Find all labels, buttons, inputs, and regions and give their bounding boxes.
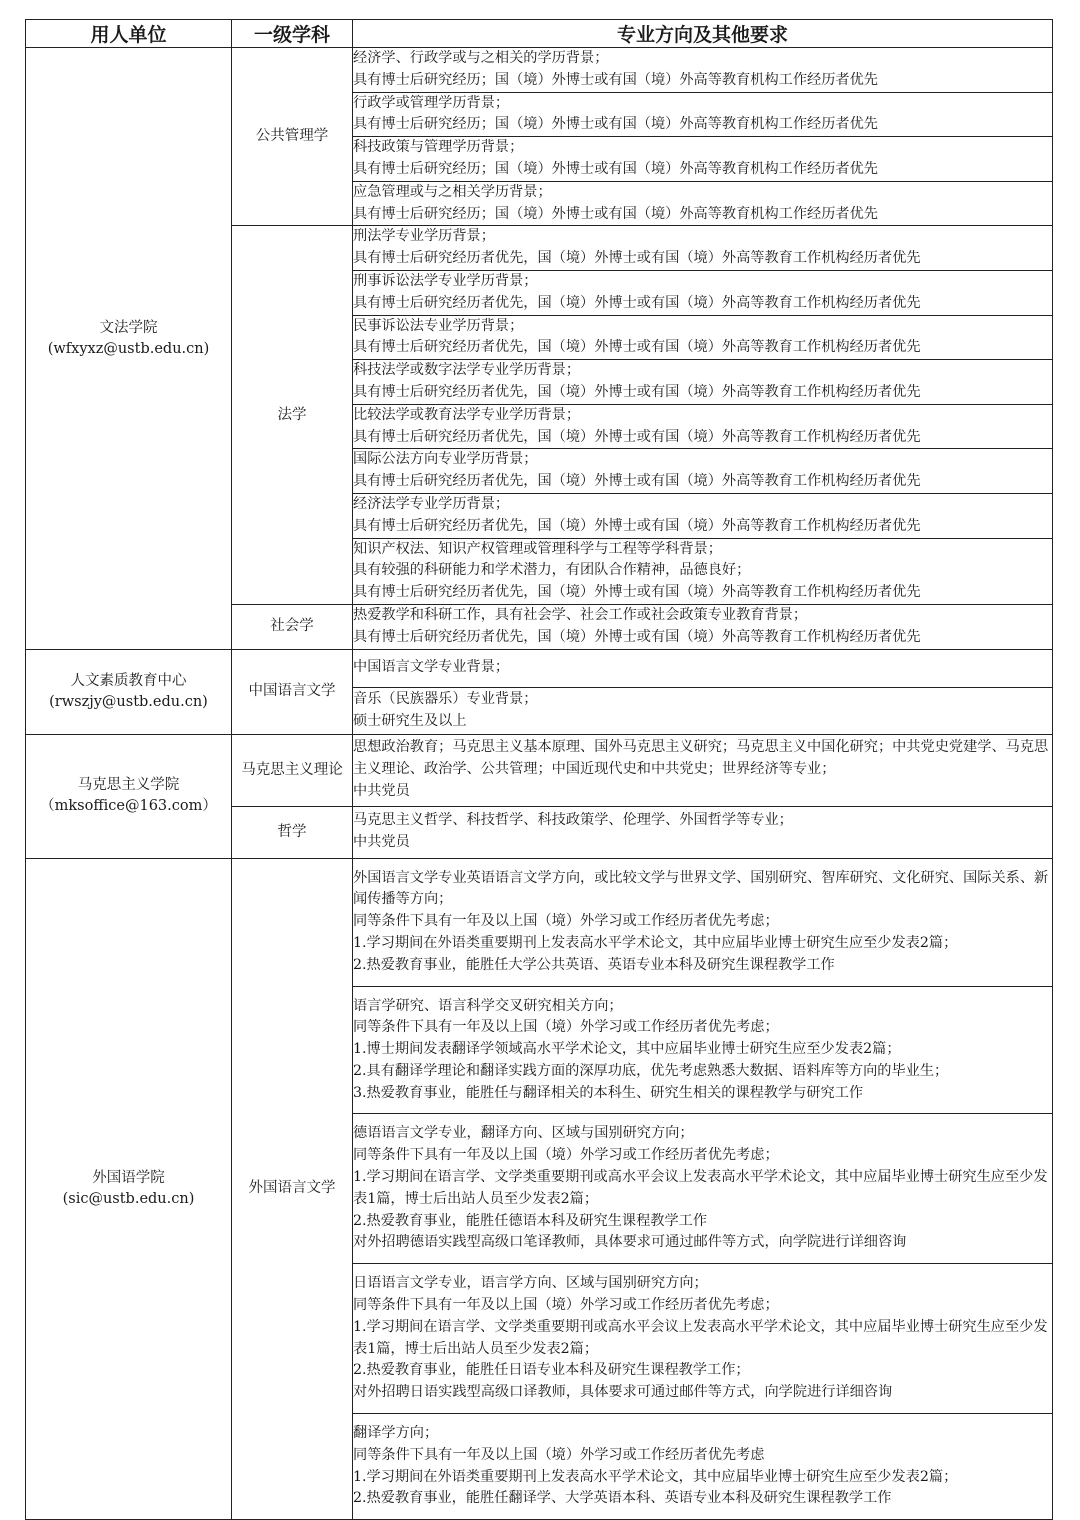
requirement-line: 具有较强的科研能力和学术潜力，有团队合作精神，品德良好； xyxy=(353,562,751,579)
requirement-line: 对外招聘德语实践型高级口笔译教师，具体要求可通过邮件等方式，向学院进行详细咨询 xyxy=(353,1234,907,1251)
subject-cell: 中国语言文学 xyxy=(232,649,353,734)
requirement-line: 1.学习期间在语言学、文学类重要期刊或高水平会议上发表高水平学术论文，其中应届毕业博士研究生应至少发表1篇，博士后出站人员至少发表2篇； xyxy=(353,1169,1048,1207)
requirement-line: 2.热爱教育事业，能胜任日语专业本科及研究生课程教学工作； xyxy=(353,1362,750,1379)
requirement-line: 具有博士后研究经历者优先，国（境）外博士或有国（境）外高等教育工作机构经历者优先 xyxy=(353,473,921,490)
requirement-line: 同等条件下具有一年及以上国（境）外学习或工作经历者优先考虑； xyxy=(353,913,779,930)
requirement-line: 2.热爱教育事业，能胜任大学公共英语、英语专业本科及研究生课程教学工作 xyxy=(353,956,835,973)
requirement-line: 具有博士后研究经历；国（境）外博士或有国（境）外高等教育机构工作经历者优先 xyxy=(353,160,878,177)
requirement-line: 经济法学专业学历背景； xyxy=(353,495,510,512)
table-body xyxy=(26,48,1053,1520)
requirement-line: 中共党员 xyxy=(353,834,410,851)
subject-cell: 哲学 xyxy=(232,806,353,858)
requirements-cell xyxy=(353,92,1053,137)
subject-cell: 外国语言文学 xyxy=(232,858,353,1520)
requirement-line: 对外招聘日语实践型高级口译教师，具体要求可通过邮件等方式，向学院进行详细咨询 xyxy=(353,1384,893,1401)
requirements-cell xyxy=(353,48,1053,93)
requirements-cell xyxy=(353,181,1053,226)
requirement-line: 具有博士后研究经历；国（境）外博士或有国（境）外高等教育机构工作经历者优先 xyxy=(353,71,878,88)
recruitment-table xyxy=(25,19,1053,1520)
requirements-cell xyxy=(353,449,1053,494)
requirements-cell xyxy=(353,687,1053,734)
requirement-line: 音乐（民族器乐）专业背景； xyxy=(353,690,538,707)
requirement-line: 日语语言文学专业，语言学方向、区域与国别研究方向； xyxy=(353,1275,708,1292)
table-row xyxy=(26,649,1053,687)
requirement-line: 具有博士后研究经历者优先，国（境）外博士或有国（境）外高等教育工作机构经历者优先 xyxy=(353,584,921,601)
requirement-line: 1.学习期间在外语类重要期刊上发表高水平学术论文，其中应届毕业博士研究生应至少发表2篇； xyxy=(353,1468,958,1485)
requirements-cell xyxy=(353,858,1053,986)
requirements-cell xyxy=(353,538,1053,604)
requirement-line: 中共党员 xyxy=(353,782,410,799)
unit-email: （mksoffice@163.com） xyxy=(40,798,217,815)
requirement-line: 具有博士后研究经历者优先，国（境）外博士或有国（境）外高等教育工作机构经历者优先 xyxy=(353,428,921,445)
requirement-line: 具有博士后研究经历者优先，国（境）外博士或有国（境）外高等教育工作机构经历者优先 xyxy=(353,339,921,356)
requirement-line: 翻译学方向； xyxy=(353,1425,439,1442)
unit-email: (sic@ustb.edu.cn) xyxy=(62,1190,195,1207)
requirement-line: 具有博士后研究经历；国（境）外博士或有国（境）外高等教育机构工作经历者优先 xyxy=(353,116,878,133)
requirement-line: 中国语言文学专业背景； xyxy=(353,659,510,676)
header-requirements: 专业方向及其他要求 xyxy=(353,20,1053,48)
requirements-cell xyxy=(353,604,1053,649)
requirement-line: 2.具有翻译学理论和翻译实践方面的深厚功底，优先考虑熟悉大数据、语料库等方向的毕业生； xyxy=(353,1062,949,1079)
requirement-line: 2.热爱教育事业，能胜任德语本科及研究生课程教学工作 xyxy=(353,1212,708,1229)
table-row xyxy=(26,734,1053,806)
requirement-line: 1.博士期间发表翻译学领域高水平学术论文，其中应届毕业博士研究生应至少发表2篇； xyxy=(353,1041,901,1058)
requirements-cell xyxy=(353,137,1053,182)
requirements-cell xyxy=(353,493,1053,538)
unit-cell xyxy=(26,858,232,1520)
requirement-line: 外国语言文学专业英语语言文学方向，或比较文学与世界文学、国别研究、智库研究、文化研究、国际关系、新闻传播等方向； xyxy=(353,869,1049,908)
requirement-line: 2.热爱教育事业，能胜任翻译学、大学英语本科、英语专业本科及研究生课程教学工作 xyxy=(353,1490,892,1507)
table-row xyxy=(26,48,1053,93)
table-header-row xyxy=(26,20,1053,48)
unit-name: 人文素质教育中心 xyxy=(70,672,187,689)
requirements-cell xyxy=(353,1114,1053,1264)
table-row xyxy=(26,858,1053,986)
requirement-line: 具有博士后研究经历者优先，国（境）外博士或有国（境）外高等教育工作机构经历者优先 xyxy=(353,383,921,400)
requirements-cell xyxy=(353,270,1053,315)
requirement-line: 具有博士后研究经历者优先，国（境）外博士或有国（境）外高等教育工作机构经历者优先 xyxy=(353,294,921,311)
requirements-cell xyxy=(353,986,1053,1114)
requirements-cell xyxy=(353,226,1053,271)
requirement-line: 具有博士后研究经历；国（境）外博士或有国（境）外高等教育机构工作经历者优先 xyxy=(353,205,878,222)
requirement-line: 热爱教学和科研工作，具有社会学、社会工作或社会政策专业教育背景； xyxy=(353,606,808,623)
requirements-cell xyxy=(353,404,1053,449)
requirements-cell xyxy=(353,806,1053,858)
requirement-line: 马克思主义哲学、科技哲学、科技政策学、伦理学、外国哲学等专业； xyxy=(353,812,793,829)
requirement-line: 国际公法方向专业学历背景； xyxy=(353,451,538,468)
requirements-cell xyxy=(353,315,1053,360)
unit-cell xyxy=(26,48,232,650)
requirement-line: 应急管理或与之相关学历背景； xyxy=(353,183,552,200)
header-unit: 用人单位 xyxy=(26,20,232,48)
requirement-line: 同等条件下具有一年及以上国（境）外学习或工作经历者优先考虑； xyxy=(353,1147,779,1164)
requirement-line: 比较法学或教育法学专业学历背景； xyxy=(353,406,581,423)
unit-cell xyxy=(26,649,232,734)
requirement-line: 知识产权法、知识产权管理或管理科学与工程等学科背景； xyxy=(353,540,722,557)
requirement-line: 具有博士后研究经历者优先，国（境）外博士或有国（境）外高等教育工作机构经历者优先 xyxy=(353,628,921,645)
requirement-line: 经济学、行政学或与之相关的学历背景； xyxy=(353,50,609,66)
unit-email: (wfxyxz@ustb.edu.cn) xyxy=(47,341,210,357)
requirement-line: 民事诉讼法专业学历背景； xyxy=(353,317,524,334)
subject-cell: 马克思主义理论 xyxy=(232,734,353,806)
requirement-line: 1.学习期间在外语类重要期刊上发表高水平学术论文，其中应届毕业博士研究生应至少发表2篇； xyxy=(353,934,958,951)
unit-cell xyxy=(26,734,232,858)
requirement-line: 具有博士后研究经历者优先，国（境）外博士或有国（境）外高等教育工作机构经历者优先 xyxy=(353,250,921,267)
requirement-line: 刑事诉讼法学专业学历背景； xyxy=(353,272,538,289)
unit-name: 马克思主义学院 xyxy=(77,777,180,794)
requirements-cell xyxy=(353,360,1053,405)
unit-name: 文法学院 xyxy=(99,320,158,336)
requirement-line: 语言学研究、语言科学交叉研究相关方向； xyxy=(353,997,623,1014)
requirement-line: 同等条件下具有一年及以上国（境）外学习或工作经历者优先考虑 xyxy=(353,1446,765,1463)
requirement-line: 刑法学专业学历背景； xyxy=(353,228,495,245)
requirement-line: 同等条件下具有一年及以上国（境）外学习或工作经历者优先考虑； xyxy=(353,1297,779,1314)
requirement-line: 科技政策与管理学历背景； xyxy=(353,139,524,156)
requirements-cell xyxy=(353,1264,1053,1414)
requirement-line: 行政学或管理学历背景； xyxy=(353,94,510,111)
requirement-line: 德语语言文学专业，翻译方向、区域与国别研究方向； xyxy=(353,1125,694,1142)
requirements-cell xyxy=(353,734,1053,806)
unit-email: (rwszjy@ustb.edu.cn) xyxy=(49,693,208,710)
subject-cell: 公共管理学 xyxy=(232,48,353,226)
requirement-line: 3.热爱教育事业，能胜任与翻译相关的本科生、研究生相关的课程教学与研究工作 xyxy=(353,1084,864,1101)
requirements-cell xyxy=(353,649,1053,687)
requirement-line: 1.学习期间在语言学、文学类重要期刊或高水平会议上发表高水平学术论文，其中应届毕业博士研究生应至少发表1篇，博士后出站人员至少发表2篇； xyxy=(353,1318,1048,1357)
unit-name: 外国语学院 xyxy=(92,1169,165,1186)
requirement-line: 硕士研究生及以上 xyxy=(353,712,467,729)
header-subject: 一级学科 xyxy=(232,20,353,48)
requirement-line: 同等条件下具有一年及以上国（境）外学习或工作经历者优先考虑； xyxy=(353,1019,779,1036)
requirement-line: 思想政治教育；马克思主义基本原理、国外马克思主义研究；马克思主义中国化研究；中共党史党建学、马克思主义理论、政治学、公共管理；中国近现代史和中共党史；世界经济等专业； xyxy=(353,739,1049,778)
requirement-line: 科技法学或数字法学专业学历背景； xyxy=(353,362,581,379)
subject-cell: 法学 xyxy=(232,226,353,605)
requirement-line: 具有博士后研究经历者优先，国（境）外博士或有国（境）外高等教育工作机构经历者优先 xyxy=(353,517,921,534)
subject-cell: 社会学 xyxy=(232,604,353,649)
